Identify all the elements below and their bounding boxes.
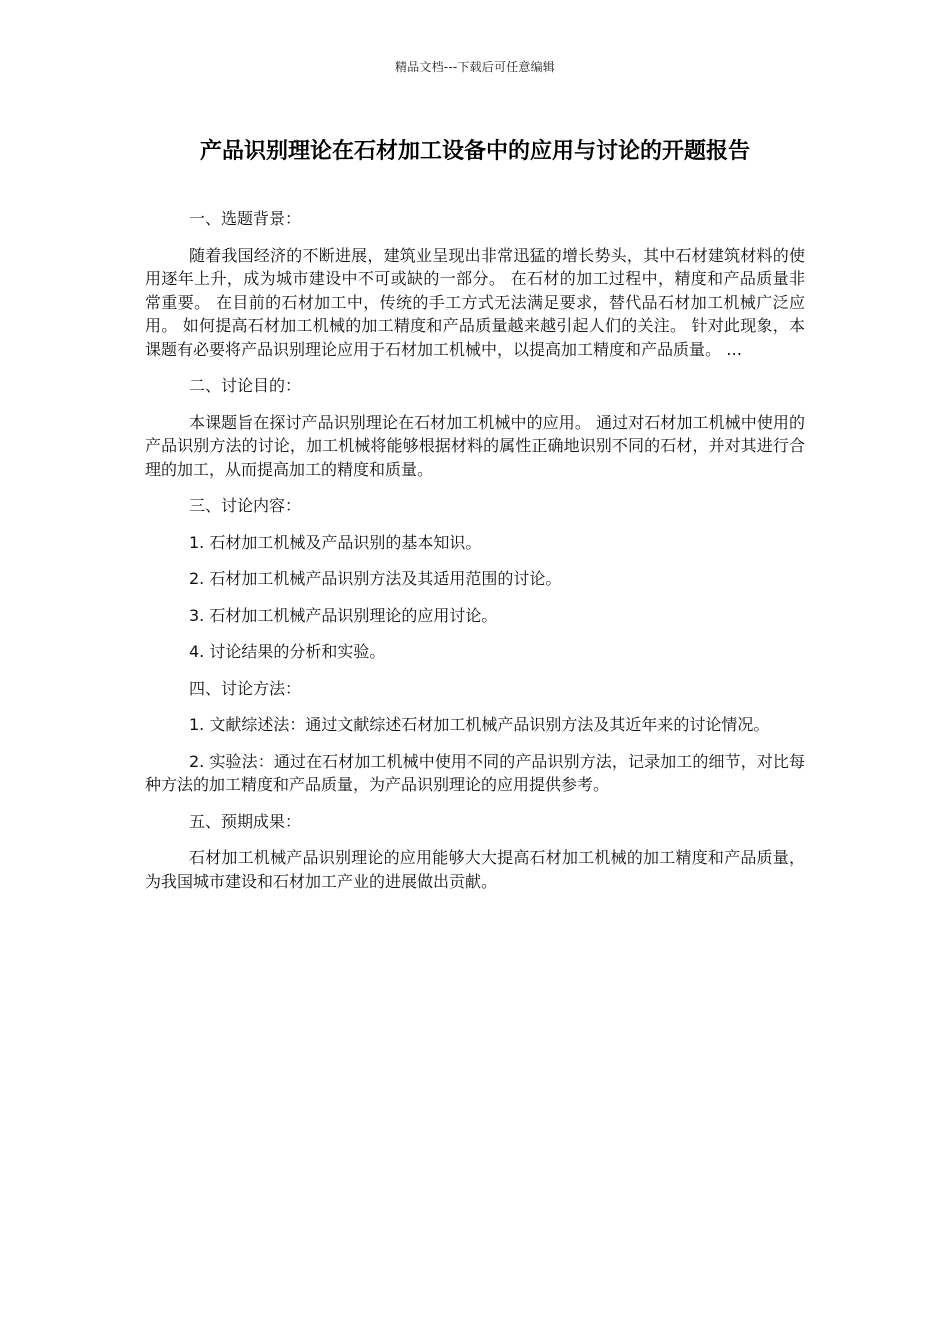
paragraph-background: 随着我国经济的不断进展，建筑业呈现出非常迅猛的增长势头，其中石材建筑材料的使用逐年上升，成为城市建设中不可或缺的一部分。 在石材的加工过程中，精度和产品质量非常重要。 在目前的石材加工中，传统的手工方式无法满足要求，替代品石材加工机械广泛应用。 如何提高石材加工机械的加工精度和产品质量越来越引起人们的关注。 针对此现象，本课题有必要将产品识别理论应用于石材加工机械中，以提高加工精度和产品质量。 … [145,245,805,359]
paragraph-result: 石材加工机械产品识别理论的应用能够大大提高石材加工机械的加工精度和产品质量，为我国城市建设和石材加工产业的进展做出贡献。 [145,848,805,891]
list-item-content: 3. 石材加工机械产品识别理论的应用讨论。 [189,605,498,625]
list-item-content: 2. 石材加工机械产品识别方法及其适用范围的讨论。 [189,569,562,588]
section-heading-purpose: 二、讨论目的： [189,376,302,395]
list-item-method: 1. 文献综述法：通过文献综述石材加工机械产品识别方法及其近年来的讨论情况。 [189,715,770,734]
document-body [145,207,805,906]
list-item-content: 4. 讨论结果的分析和实验。 [189,642,386,661]
paragraph-purpose: 本课题旨在探讨产品识别理论在石材加工机械中的应用。 通过对石材加工机械中使用的产品识别方法的讨论，加工机械将能够根据材料的属性正确地识别不同的石材，并对其进行合理的加工，从而提高加工的精度和质量。 [145,412,805,479]
section-heading-method: 四、讨论方法： [189,678,302,698]
section-heading-result: 五、预期成果： [189,811,302,831]
page-header-note: 精品文档---下载后可任意编辑 [395,60,555,74]
section-heading-content: 三、讨论内容： [189,496,302,515]
list-item-content: 1. 石材加工机械及产品识别的基本知识。 [189,532,482,552]
list-item-method: 2. 实验法：通过在石材加工机械中使用不同的产品识别方法，记录加工的细节，对比每种方法的加工精度和产品质量，为产品识别理论的应用提供参考。 [145,751,805,794]
document-title: 产品识别理论在石材加工设备中的应用与讨论的开题报告 [199,139,750,164]
section-heading-background: 一、选题背景： [189,209,302,228]
